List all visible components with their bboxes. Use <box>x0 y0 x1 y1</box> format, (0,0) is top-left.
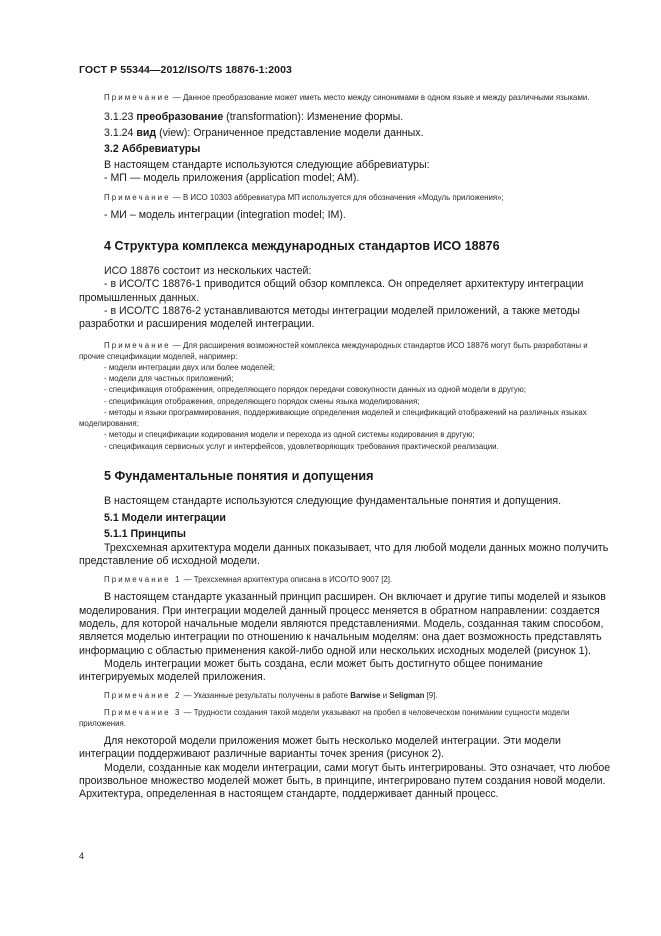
section-5-1-1-para-3: Модель интеграции может быть создана, если может быть достигнуто общее понимание интегрируемых моделей приложения. <box>79 657 543 684</box>
abbreviation-ap: - МП — модель приложения (application model; AM). <box>104 172 360 185</box>
section-3-2-intro: В настоящем стандарте используются следующие аббревиатуры: <box>104 159 430 172</box>
note-list-item: - спецификация сервисных услуг и интерфейсов, удовлетворяющих требования практической реализации. <box>104 441 499 451</box>
section-4-para-1: ИСО 18876 состоит из нескольких частей: <box>104 265 312 278</box>
section-heading-5-1: 5.1 Модели интеграции <box>104 512 226 524</box>
section-5-intro: В настоящем стандарте используются следующие фундаментальные понятия и допущения. <box>104 494 562 507</box>
page-header: ГОСТ Р 55344—2012/ISO/TS 18876-1:2003 <box>79 64 292 76</box>
note-2: Примечание 2 — Указанные результаты получены в работе Barwise и Seligman [9]. <box>104 691 438 701</box>
section-5-1-1-para-2: В настоящем стандарте указанный принцип расширен. Он включает и другие типы моделей и языков моделирования. При интеграции моделей данный процесс меняется в обратном направлении: создается модель, для которой начальные модели являются представлениями. Модель, созданная таким способом, является моделью интеграции по отношению к начальным моделям: она дает возможность представлять информацию с областью применения какой-либо одной или нескольких исходных моделей (рисунок 1). <box>79 591 606 657</box>
section-heading-4: 4 Структура комплекса международных стандартов ИСО 18876 <box>104 239 500 254</box>
abbreviation-im: - МИ – модель интеграции (integration model; IM). <box>104 208 346 221</box>
section-heading-5: 5 Фундаментальные понятия и допущения <box>104 468 374 483</box>
note-list-item: - спецификация отображения, определяющего порядок передачи совокупности данных из одной модели в другую; <box>104 385 526 395</box>
note-list-item: - методы и спецификации кодирования модели и перехода из одной системы кодирования в другую; <box>104 430 475 440</box>
section-5-1-1-para-1: Трехсхемная архитектура модели данных показывает, что для любой модели данных можно получить представление об исходной модели. <box>79 541 609 567</box>
page-number: 4 <box>79 851 85 861</box>
section-5-1-1-para-5: Модели, созданные как модели интеграции, сами могут быть интегрированы. Это означает, что любое произвольное множество моделей может быть, в принципе, интегрировано путем создания новой модели. Архитектура, определенная в настоящем стандарте, поддерживает данный процесс. <box>79 761 611 801</box>
section-5-1-1-para-4: Для некоторой модели приложения может быть несколько моделей интеграции. Эти модели интеграции поддерживают различные варианты точек зрения (рисунок 2). <box>79 735 561 761</box>
definition-3-1-23: 3.1.23 преобразование (transformation): Изменение формы. <box>104 111 404 124</box>
note-list-item: - методы и языки программирования, поддерживающие определения моделей и спецификаций отображений на различных языках моделирования; <box>79 407 587 429</box>
definition-3-1-24: 3.1.24 вид (view): Ограниченное представление модели данных. <box>104 126 424 139</box>
section-heading-3-2: 3.2 Аббревиатуры <box>104 142 201 155</box>
note-abbreviation: Примечание — В ИСО 10303 аббревиатура МП используется для обозначения «Модуль приложения»; <box>104 192 504 202</box>
note-3: Примечание 3 — Трудности создания такой модели указывают на пробел в человеческом понимании сущности модели приложения. <box>79 707 570 728</box>
section-heading-5-1-1: 5.1.1 Принципы <box>104 528 186 541</box>
note-list-item: - модели для частных приложений; <box>104 374 234 384</box>
section-4-para-3: - в ИСО/ТС 18876-2 устанавливаются методы интеграции моделей приложений, а также методы разработки и расширения моделей интеграции. <box>79 305 580 331</box>
page-content <box>79 92 614 802</box>
note-list-item: - модели интеграции двух или более моделей; <box>104 363 275 373</box>
section-4-para-2: - в ИСО/ТС 18876-1 приводится общий обзор комплекса. Он определяет архитектуру интеграции промышленных данных. <box>79 278 584 304</box>
note-section-4: Примечание — Для расширения возможностей комплекса международных стандартов ИСО 18876 могут быть разработаны и прочие спецификации моделей, например: <box>79 340 588 361</box>
note-1: Примечание 1 — Трехсхемная архитектура описана в ИСО/ТО 9007 [2]. <box>104 575 393 585</box>
note-list-item: - спецификация отображения, определяющего порядок смены языка моделирования; <box>104 396 420 406</box>
note-transformation: Примечание — Данное преобразование может иметь место между синонимами в одном языке и между различными языками. <box>104 93 590 102</box>
